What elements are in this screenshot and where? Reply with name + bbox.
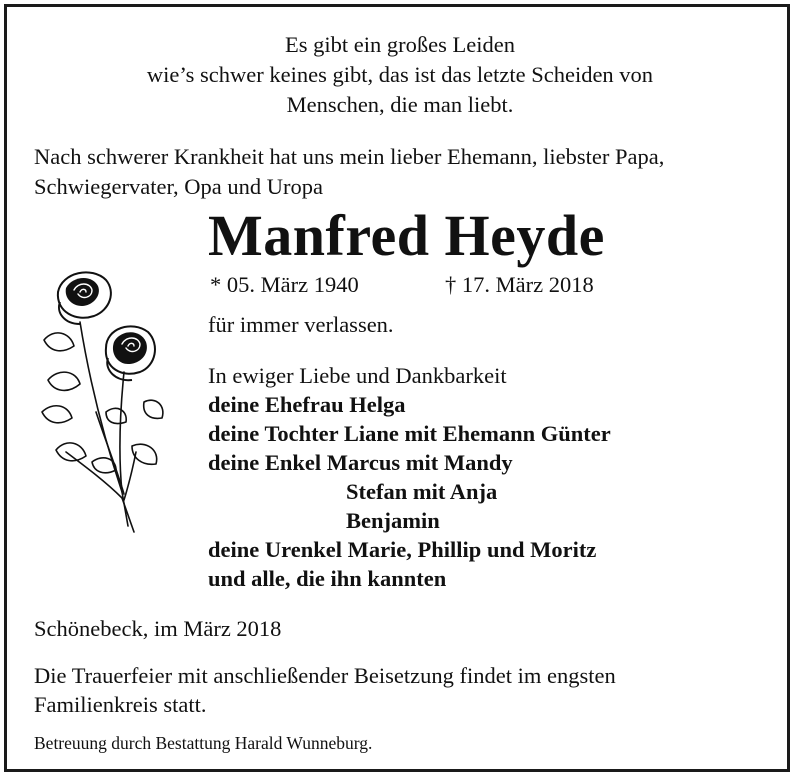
deceased-name: Manfred Heyde: [208, 203, 605, 268]
intro-line: Nach schwerer Krankheit hat uns mein lieber Ehemann, liebster Papa,: [34, 144, 665, 169]
mourner-great-grandchildren: deine Urenkel Marie, Phillip und Moritz: [208, 537, 597, 562]
poem-line: wie’s schwer keines gibt, das ist das letzte Scheiden von: [146, 62, 654, 87]
service-line: Familienkreis statt.: [34, 692, 207, 717]
birth-date: * 05. März 1940: [210, 272, 359, 297]
mourner-grandchildren: deine Enkel Marcus mit Mandy: [208, 450, 513, 475]
funeral-service-text: [34, 661, 766, 719]
roses-icon: [36, 262, 168, 540]
mourner-all: und alle, die ihn kannten: [208, 566, 447, 591]
poem: [0, 30, 800, 120]
intro-line: Schwiegervater, Opa und Uropa: [34, 174, 323, 199]
intro-text: [34, 142, 774, 202]
place-date: Schönebeck, im März 2018: [34, 616, 282, 641]
mourner-daughter: deine Tochter Liane mit Ehemann Günter: [208, 421, 611, 446]
service-line: Die Trauerfeier mit anschließender Beisetzung findet im engsten: [34, 663, 616, 688]
mourner-wife: deine Ehefrau Helga: [208, 392, 406, 417]
mourner-grandchildren: Stefan mit Anja: [346, 479, 498, 504]
undertaker-note: Betreuung durch Bestattung Harald Wunneburg.: [34, 733, 373, 753]
death-date: † 17. März 2018: [445, 272, 594, 297]
poem-line: Es gibt ein großes Leiden: [285, 32, 515, 57]
mourners-list: [208, 361, 768, 593]
mourner-grandchildren: Benjamin: [346, 508, 440, 533]
passed-away-text: für immer verlassen.: [208, 312, 394, 337]
poem-line: Menschen, die man liebt.: [286, 92, 514, 117]
mourners-lead: In ewiger Liebe und Dankbarkeit: [208, 363, 507, 388]
